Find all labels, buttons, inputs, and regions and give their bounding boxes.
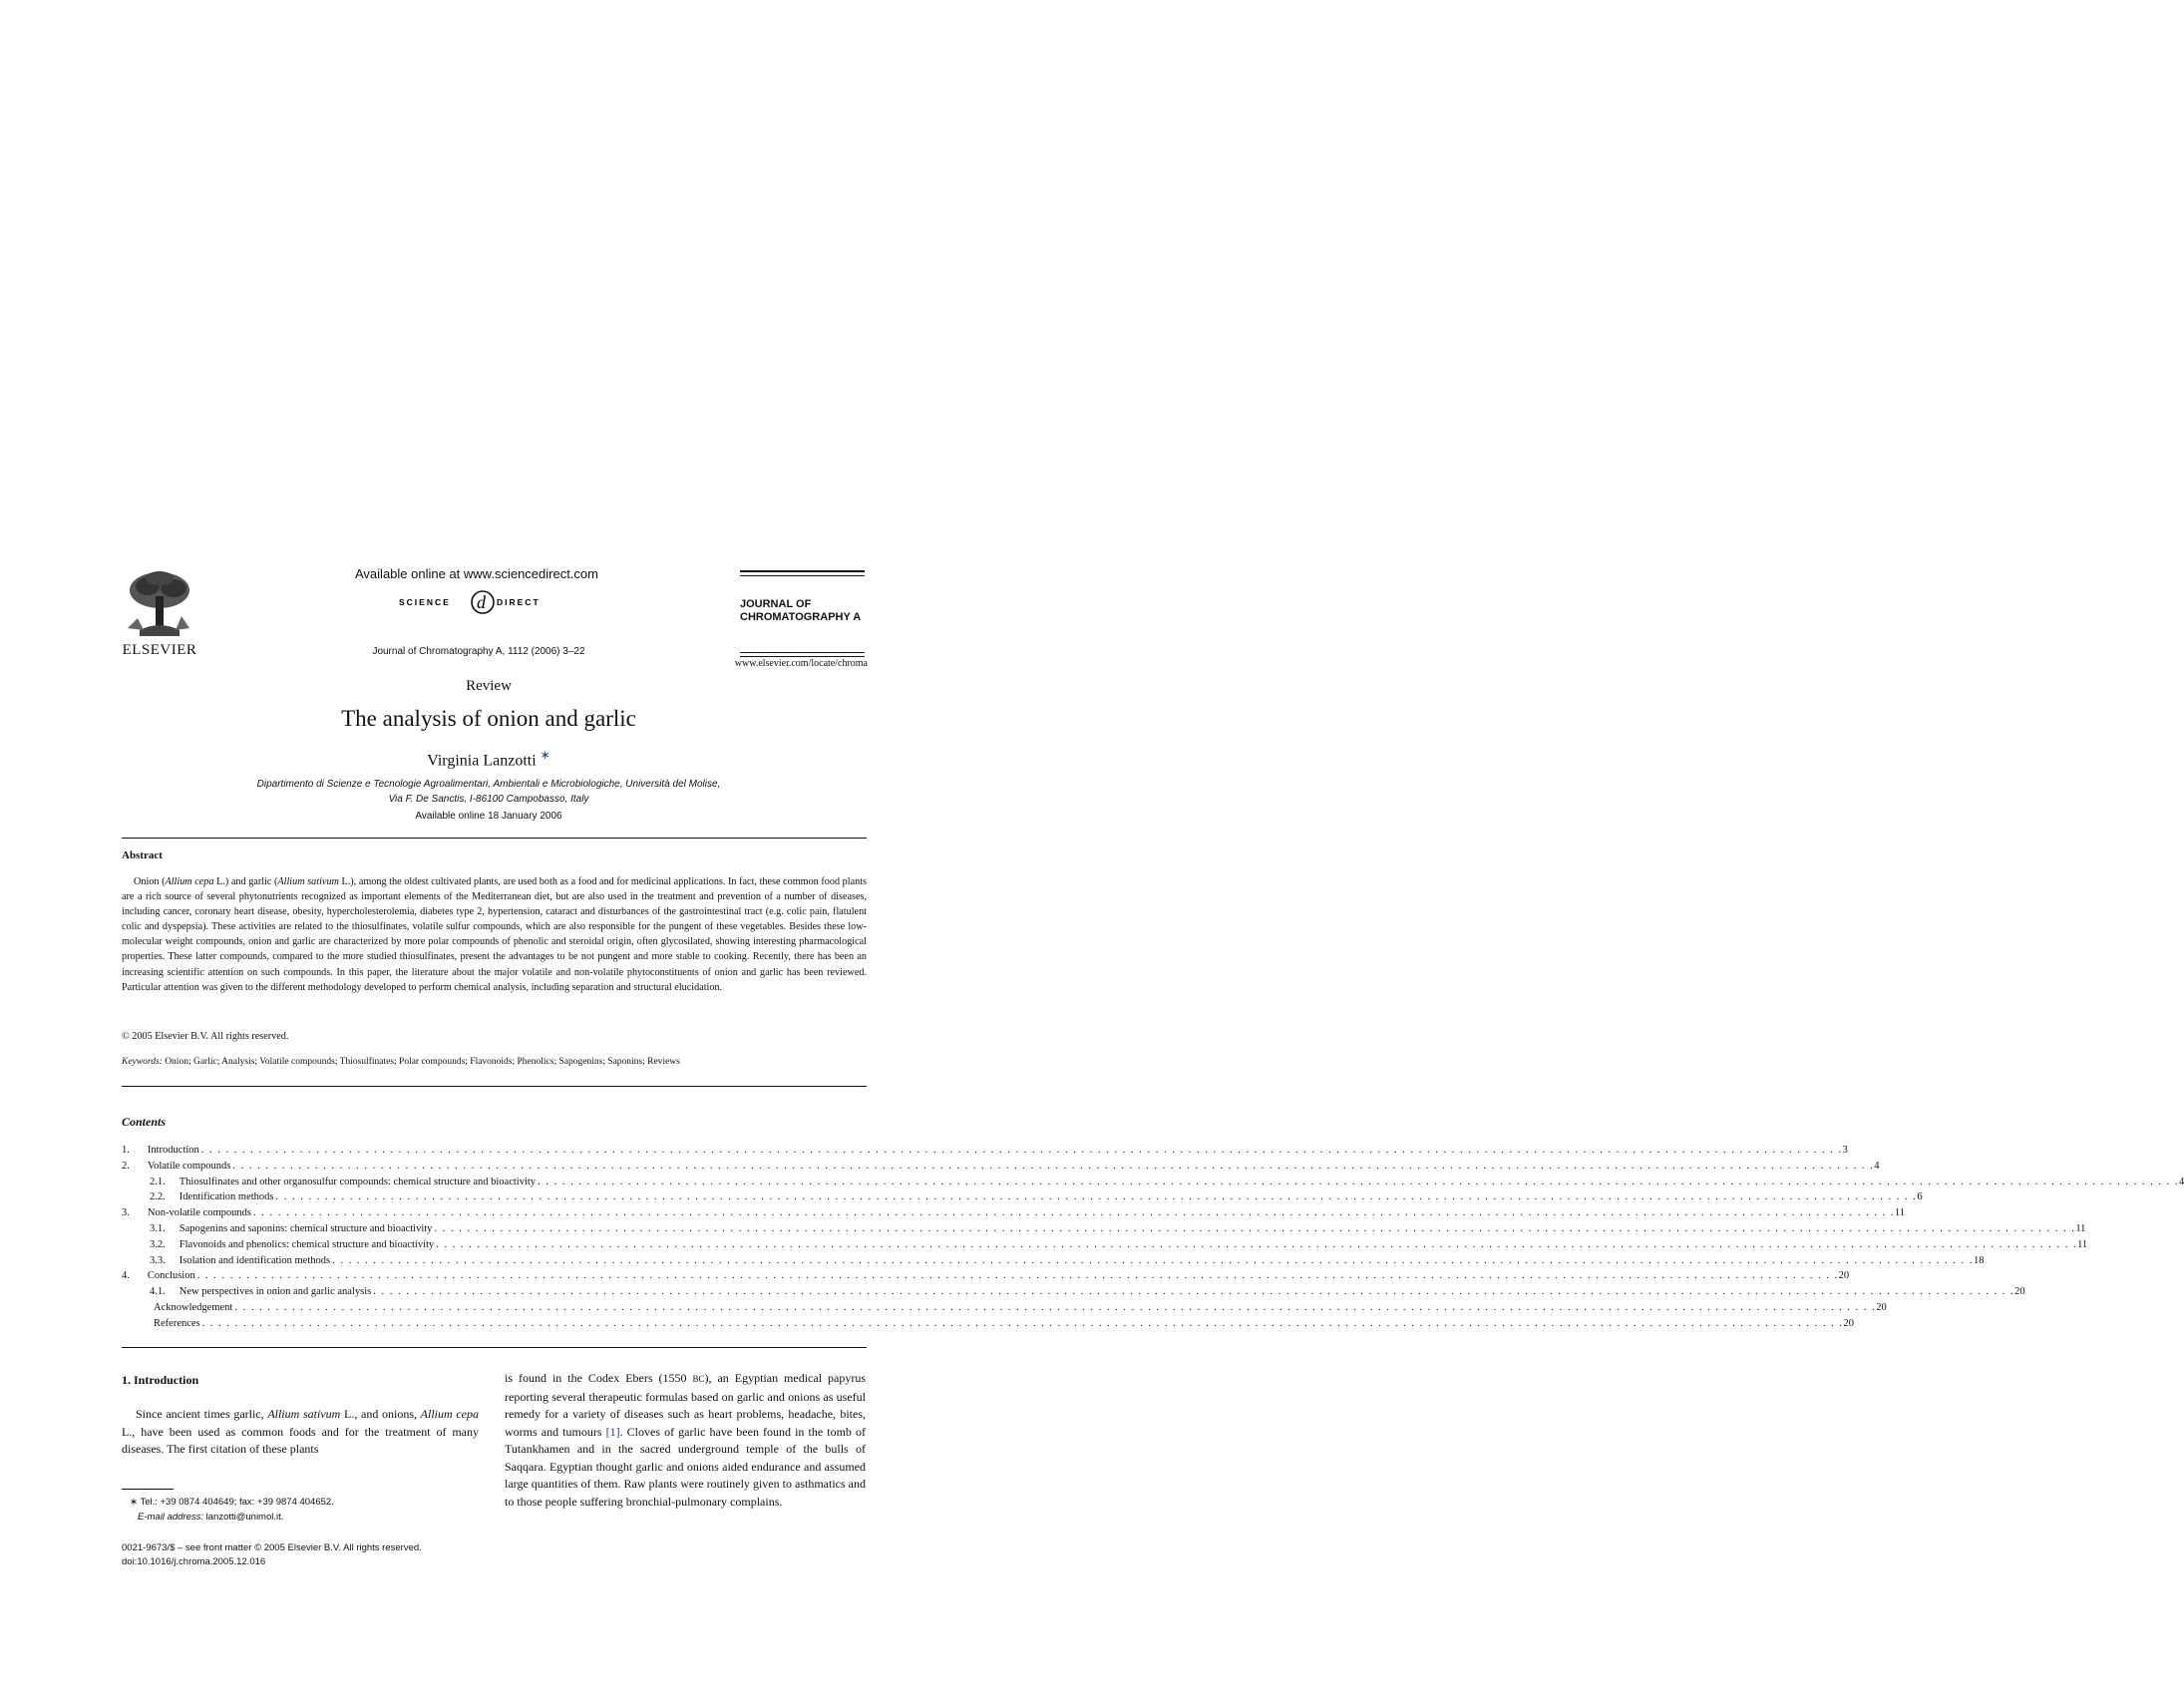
author-affiliation bbox=[229, 777, 748, 807]
keywords-list: Onion; Garlic; Analysis; Volatile compounds; Thiosulfinates; Polar compounds; Flavonoids; Phenolics; Sapogenins; Saponins; Reviews bbox=[165, 1057, 680, 1067]
toc-entry[interactable]: 4. Conclusion . . . . . . . . . . . . . . . . . . . . . . . . . . . . . . . . . . . . . . . . . . . . . . . . . . . . . . . . . . . . . . . . . . . . . . . . . . . . . . . . . . . . . . . . . . . . . . . . . . . . . . . . . . . . . . . . . . . . . . . . . . . . . . . . . . . . . . . . . . . . . . . . . . . . . . . . . . . . . . . . . . . . . . . . . . . . . . . . . . . . . . . . . . . . . . . . . . . . . . . . 20 bbox=[122, 1270, 1850, 1282]
available-online-date: Available online 18 January 2006 bbox=[415, 811, 562, 822]
divider bbox=[122, 1086, 867, 1087]
body-column-left: Since ancient times garlic, Allium sativum L., and onions, Allium cepa L., have been used as common foods and for the treatment of many diseases. The first citation of these plants bbox=[122, 1407, 479, 1456]
author-footnote bbox=[122, 1495, 481, 1524]
toc-entry[interactable]: 3. Non-volatile compounds . . . . . . . . . . . . . . . . . . . . . . . . . . . . . . . . . . . . . . . . . . . . . . . . . . . . . . . . . . . . . . . . . . . . . . . . . . . . . . . . . . . . . . . . . . . . . . . . . . . . . . . . . . . . . . . . . . . . . . . . . . . . . . . . . . . . . . . . . . . . . . . . . . . . . . . . . . . . . . . . . . . . . . . . . . . . . . . . . . . . . . . . . . . . . . . . . . . . . . . . 11 bbox=[122, 1207, 1905, 1219]
publisher-name: ELSEVIER bbox=[122, 642, 197, 658]
journal-rule bbox=[740, 570, 865, 572]
journal-name-line1: JOURNAL OF bbox=[740, 598, 812, 610]
toc-entry[interactable]: 3.1. Sapogenins and saponins: chemical structure and bioactivity . . . . . . . . . . . . . . . . . . . . . . . . . . . . . . . . . . . . . . . . . . . . . . . . . . . . . . . . . . . . . . . . . . . . . . . . . . . . . . . . . . . . . . . . . . . . . . . . . . . . . . . . . . . . . . . . . . . . . . . . . . . . . . . . . . . . . . . . . . . . . . . . . . . . . . . . . . . . . . . . . . . . . . . . . . . . . . . . . . . . . . . . . . . . . . . . . . . . . . . . 11 bbox=[150, 1222, 2086, 1234]
journal-name bbox=[740, 598, 870, 624]
issn-line: 0021-9673/$ – see front matter © 2005 Elsevier B.V. All rights reserved. bbox=[122, 1542, 422, 1553]
reference-link[interactable]: [1] bbox=[605, 1424, 620, 1439]
toc-entry[interactable]: 3.3. Isolation and identification methods . . . . . . . . . . . . . . . . . . . . . . . . . . . . . . . . . . . . . . . . . . . . . . . . . . . . . . . . . . . . . . . . . . . . . . . . . . . . . . . . . . . . . . . . . . . . . . . . . . . . . . . . . . . . . . . . . . . . . . . . . . . . . . . . . . . . . . . . . . . . . . . . . . . . . . . . . . . . . . . . . . . . . . . . . . . . . . . . . . . . . . . . . . . . . . . . . . . . . . . . 18 bbox=[150, 1254, 1985, 1266]
section-heading: 1. Introduction bbox=[122, 1373, 199, 1387]
author-name-text: Virginia Lanzotti bbox=[427, 752, 537, 770]
abstract-heading: Abstract bbox=[122, 849, 163, 861]
doi-link[interactable]: doi:10.1016/j.chroma.2005.12.016 bbox=[122, 1556, 266, 1567]
abstract-text: Onion (Allium cepa L.) and garlic (Allium sativum L.), among the oldest cultivated plants, are used both as a food and for medicinal applications. In fact, these common food plants are a rich source of several phytonutrients recognized as important elements of the Mediterranean diet, but are also used in the treatment and prevention of a number of diseases, including cancer, coronary heart disease, obesity, hypercholesterolemia, diabetes type 2, hypertension, cataract and disturbances of the gastrointestinal tract (e.g. colic pain, flatulent colic and dyspepsia). These activities are related to the thiosulfinates, volatile sulfur compounds, which are also responsible for the pungent of these vegetables. Besides these low-molecular weight compounds, onion and garlic are characterized by more polar compounds of phenolic and steroidal origin, often glycosilated, showing interesting pharmacological properties. These latter compounds, compared to the more studied thiosulfinates, present the advantages to be not pungent and more stable to cooking. Recently, there has been an increasing scientific attention on such compounds. In this paper, the literature about the major volatile and non-volatile phytoconstituents of onion and garlic has been reviewed. Particular attention was given to the different methodology developed to perform chemical analysis, including separation and structural elucidation. bbox=[122, 876, 867, 993]
table-of-contents bbox=[122, 1145, 2184, 1334]
toc-entry[interactable]: 2.1. Thiosulfinates and other organosulfur compounds: chemical structure and bioactivity . . . . . . . . . . . . . . . . . . . . . . . . . . . . . . . . . . . . . . . . . . . . . . . . . . . . . . . . . . . . . . . . . . . . . . . . . . . . . . . . . . . . . . . . . . . . . . . . . . . . . . . . . . . . . . . . . . . . . . . . . . . . . . . . . . . . . . . . . . . . . . . . . . . . . . . . . . . . . . . . . . . . . . . . . . . . . . . . . . . . . . . . . . . . . . . . . . . . . . . . 4 bbox=[150, 1176, 2184, 1187]
footnote-mark: ∗ bbox=[130, 1497, 138, 1508]
footnote-rule bbox=[122, 1489, 174, 1490]
keywords bbox=[122, 1057, 867, 1067]
abstract-copyright: © 2005 Elsevier B.V. All rights reserved. bbox=[122, 1031, 289, 1042]
sciencedirect-logo bbox=[389, 588, 568, 618]
issn-doi bbox=[122, 1541, 521, 1569]
toc-entry[interactable]: References . . . . . . . . . . . . . . . . . . . . . . . . . . . . . . . . . . . . . . . . . . . . . . . . . . . . . . . . . . . . . . . . . . . . . . . . . . . . . . . . . . . . . . . . . . . . . . . . . . . . . . . . . . . . . . . . . . . . . . . . . . . . . . . . . . . . . . . . . . . . . . . . . . . . . . . . . . . . . . . . . . . . . . . . . . . . . . . . . . . . . . . . . . . . . . . . . . . . . . . . 20 bbox=[154, 1317, 1855, 1329]
divider bbox=[122, 838, 867, 839]
toc-entry[interactable]: 2.2. Identification methods . . . . . . . . . . . . . . . . . . . . . . . . . . . . . . . . . . . . . . . . . . . . . . . . . . . . . . . . . . . . . . . . . . . . . . . . . . . . . . . . . . . . . . . . . . . . . . . . . . . . . . . . . . . . . . . . . . . . . . . . . . . . . . . . . . . . . . . . . . . . . . . . . . . . . . . . . . . . . . . . . . . . . . . . . . . . . . . . . . . . . . . . . . . . . . . . . . . . . . . . 6 bbox=[150, 1191, 1923, 1203]
email-label: E-mail address: bbox=[138, 1512, 203, 1523]
body-column-right: is found in the Codex Ebers (1550 BC), an Egyptian medical papyrus reporting several therapeutic formulas based on garlic and onions as useful remedy for a variety of diseases such as heart problems, headache, bites, worms and tumours [1]. Cloves of garlic have been found in the tomb of Tutankhamen and in the sacred underground temple of the bulls of Saqqara. Egyptian thought garlic and onions aided endurance and assumed large quantities of them. Raw plants were routinely given to asthmatics and to those people suffering bronchial-pulmonary complains. bbox=[505, 1371, 867, 1509]
toc-entry[interactable]: 4.1. New perspectives in onion and garlic analysis . . . . . . . . . . . . . . . . . . . . . . . . . . . . . . . . . . . . . . . . . . . . . . . . . . . . . . . . . . . . . . . . . . . . . . . . . . . . . . . . . . . . . . . . . . . . . . . . . . . . . . . . . . . . . . . . . . . . . . . . . . . . . . . . . . . . . . . . . . . . . . . . . . . . . . . . . . . . . . . . . . . . . . . . . . . . . . . . . . . . . . . . . . . . . . . . . . . . . . . . 20 bbox=[150, 1286, 2025, 1298]
journal-url-link[interactable]: www.elsevier.com/locate/chroma bbox=[734, 658, 868, 669]
journal-rule bbox=[740, 652, 865, 653]
journal-name-line2: CHROMATOGRAPHY A bbox=[740, 611, 862, 623]
author-name bbox=[379, 748, 598, 770]
article-type: Review bbox=[466, 678, 512, 694]
author-footnote-link[interactable]: ∗ bbox=[540, 748, 550, 762]
article-title: The analysis of onion and garlic bbox=[341, 706, 636, 731]
sciencedirect-logo-right: DIRECT bbox=[497, 597, 541, 607]
sciencedirect-logo-left: SCIENCE bbox=[399, 597, 451, 607]
contents-heading: Contents bbox=[122, 1115, 167, 1129]
journal-citation: Journal of Chromatography A, 1112 (2006) 3–22 bbox=[372, 646, 585, 657]
journal-rule bbox=[740, 656, 865, 657]
footnote-contact: Tel.: +39 0874 404649; fax: +39 9874 404652. bbox=[140, 1497, 334, 1508]
journal-rule bbox=[740, 575, 865, 576]
email-link[interactable]: lanzotti@unimol.it. bbox=[205, 1512, 284, 1523]
toc-entry[interactable]: 1. Introduction . . . . . . . . . . . . . . . . . . . . . . . . . . . . . . . . . . . . . . . . . . . . . . . . . . . . . . . . . . . . . . . . . . . . . . . . . . . . . . . . . . . . . . . . . . . . . . . . . . . . . . . . . . . . . . . . . . . . . . . . . . . . . . . . . . . . . . . . . . . . . . . . . . . . . . . . . . . . . . . . . . . . . . . . . . . . . . . . . . . . . . . . . . . . . . . . . . . . . . . . 3 bbox=[122, 1145, 1848, 1156]
toc-entry[interactable]: 3.2. Flavonoids and phenolics: chemical structure and bioactivity . . . . . . . . . . . . . . . . . . . . . . . . . . . . . . . . . . . . . . . . . . . . . . . . . . . . . . . . . . . . . . . . . . . . . . . . . . . . . . . . . . . . . . . . . . . . . . . . . . . . . . . . . . . . . . . . . . . . . . . . . . . . . . . . . . . . . . . . . . . . . . . . . . . . . . . . . . . . . . . . . . . . . . . . . . . . . . . . . . . . . . . . . . . . . . . . . . . . . . . . 11 bbox=[150, 1238, 2088, 1250]
toc-entry[interactable]: 2. Volatile compounds . . . . . . . . . . . . . . . . . . . . . . . . . . . . . . . . . . . . . . . . . . . . . . . . . . . . . . . . . . . . . . . . . . . . . . . . . . . . . . . . . . . . . . . . . . . . . . . . . . . . . . . . . . . . . . . . . . . . . . . . . . . . . . . . . . . . . . . . . . . . . . . . . . . . . . . . . . . . . . . . . . . . . . . . . . . . . . . . . . . . . . . . . . . . . . . . . . . . . . . . 4 bbox=[122, 1160, 1880, 1172]
keywords-label: Keywords: bbox=[122, 1057, 163, 1067]
toc-entry[interactable]: Acknowledgement . . . . . . . . . . . . . . . . . . . . . . . . . . . . . . . . . . . . . . . . . . . . . . . . . . . . . . . . . . . . . . . . . . . . . . . . . . . . . . . . . . . . . . . . . . . . . . . . . . . . . . . . . . . . . . . . . . . . . . . . . . . . . . . . . . . . . . . . . . . . . . . . . . . . . . . . . . . . . . . . . . . . . . . . . . . . . . . . . . . . . . . . . . . . . . . . . . . . . . . . 20 bbox=[154, 1301, 1887, 1313]
svg-text:d: d bbox=[477, 592, 486, 612]
available-online-notice: Available online at www.sciencedirect.com bbox=[355, 566, 598, 581]
affiliation-line1: Dipartimento di Scienze e Tecnologie Agroalimentari, Ambientali e Microbiologiche, Università del Molise, bbox=[256, 779, 721, 790]
divider bbox=[122, 1347, 867, 1348]
affiliation-line2: Via F. De Sanctis, I-86100 Campobasso, Italy bbox=[388, 794, 589, 805]
